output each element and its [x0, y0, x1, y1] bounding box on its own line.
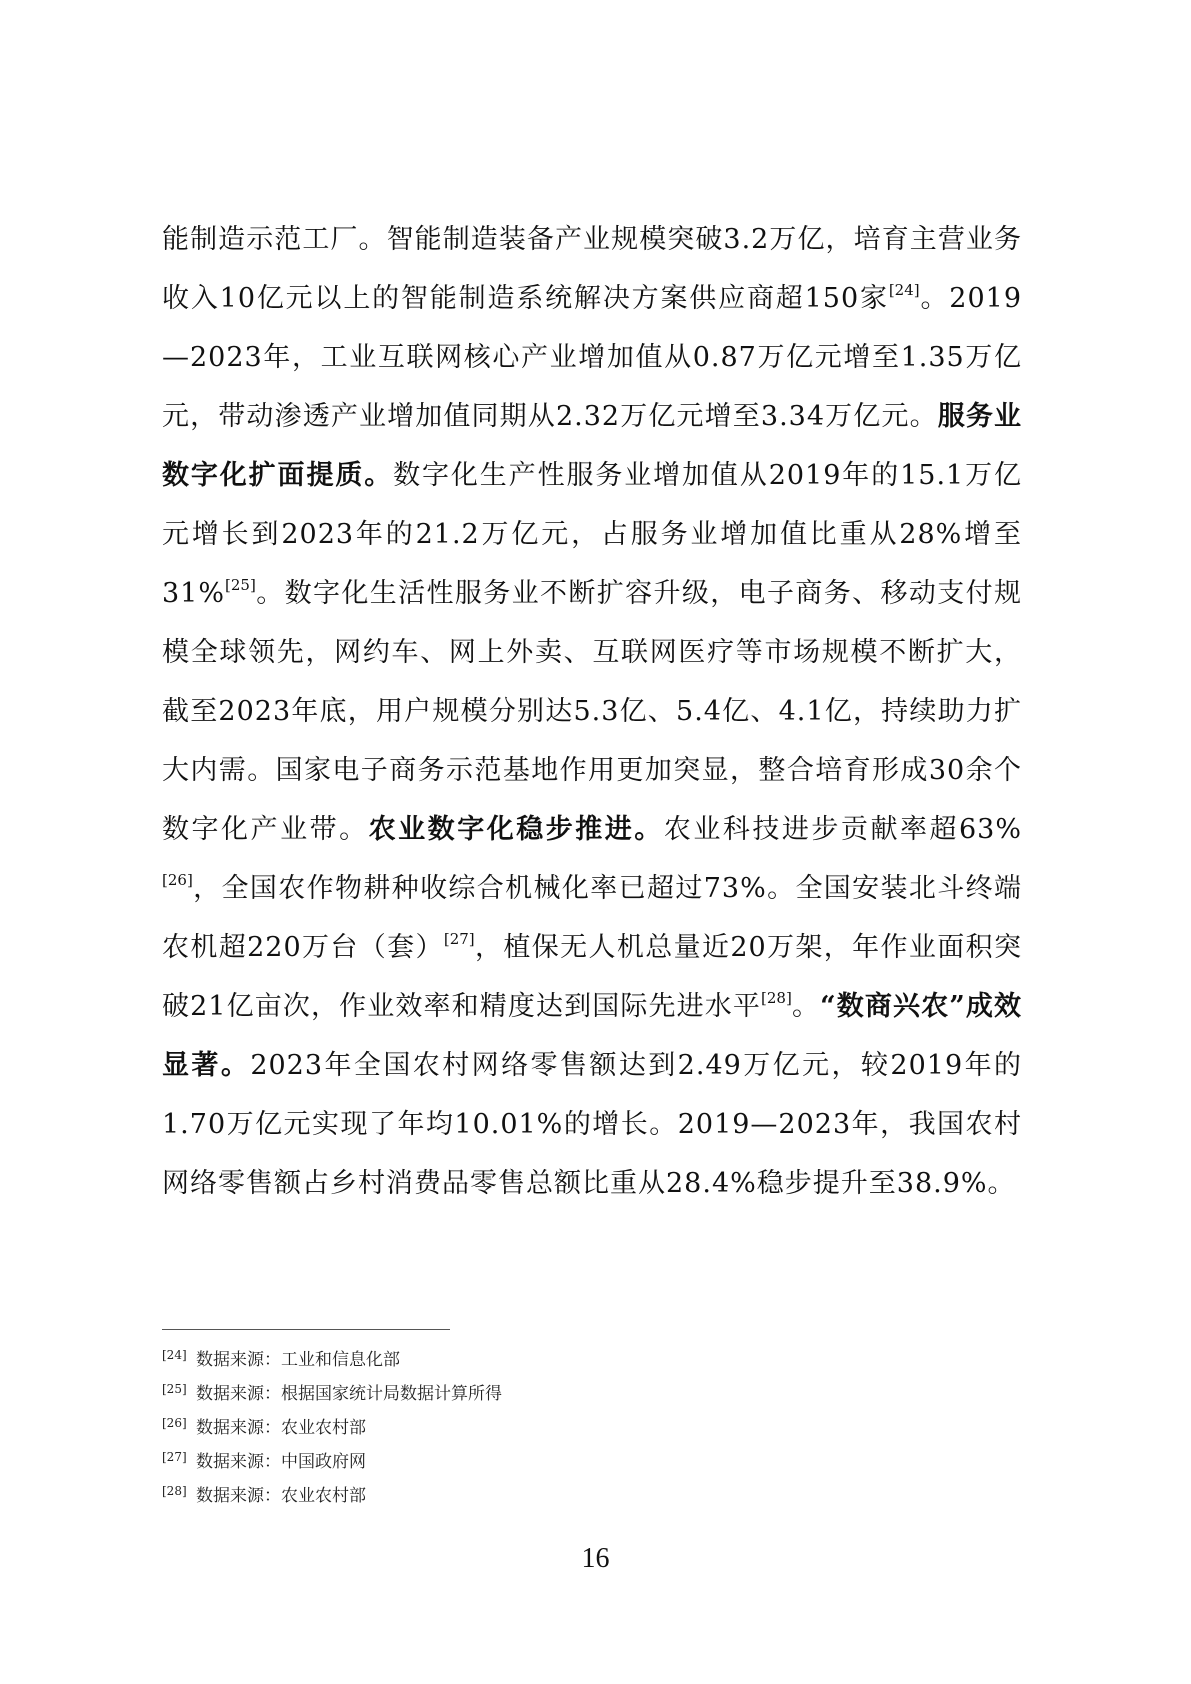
footnote-text: 数据来源：中国政府网	[196, 1452, 366, 1472]
page-number: 16	[581, 1543, 610, 1574]
sentence: 2023年全国农村网络零售额达到2.49万亿元，较2019年的1.70万亿元实现了年均10.01%的增长。2019—2023年，我国农村网络零售额占乡村消费品零售总额比重从28.4%稳步提升至38.9%。	[162, 1050, 1023, 1199]
footnote-item	[162, 1477, 502, 1511]
footnote-number: [24]	[162, 1348, 187, 1362]
footnote-item	[162, 1443, 502, 1477]
footnote-ref-26[interactable]: [26]	[162, 871, 193, 889]
sentence: 农业科技进步贡献率超63%	[663, 814, 1023, 845]
section-heading-ecommerce-agriculture: “数商兴农”成效显著。	[162, 991, 1023, 1081]
sentence: 数字化生产性服务业增加值从2019年的15.1万亿元增长到2023年的21.2万亿元，占服务业增加值比重从28%增至31%	[162, 460, 1022, 609]
footnote-separator	[162, 1329, 450, 1330]
footnotes-list	[162, 1341, 502, 1511]
sentence: 。	[791, 991, 821, 1022]
footnote-item	[162, 1375, 502, 1409]
sentence: ，植保无人机总量近20万架，年作业面积突破21亿亩次，作业效率和精度达到国际先进水平	[162, 932, 1022, 1022]
footnote-number: [27]	[162, 1450, 187, 1464]
footnote-ref-25[interactable]: [25]	[225, 576, 256, 594]
section-heading-services: 服务业数字化扩面提质。	[162, 401, 1023, 491]
footnote-ref-24[interactable]: [24]	[888, 281, 920, 299]
footnote-number: [26]	[162, 1416, 187, 1430]
footnote-item	[162, 1409, 502, 1443]
footnote-ref-28[interactable]: [28]	[761, 989, 792, 1007]
footnote-number: [25]	[162, 1382, 187, 1396]
sentence: 能制造示范工厂。智能制造装备产业规模突破3.2万亿，培育主营业务收入10亿元以上的智能制造系统解决方案供应商超150家	[162, 224, 1022, 314]
footnote-number: [28]	[162, 1484, 187, 1498]
sentence: 。数字化生活性服务业不断扩容升级，电子商务、移动支付规模全球领先，网约车、网上外卖、互联网医疗等市场规模不断扩大，截至2023年底，用户规模分别达5.3亿、5.4亿、4.1亿，持续助力扩大内需。国家电子商务示范基地作用更加突显，整合培育形成30余个数字化产业带。	[162, 578, 1022, 845]
footnote-text: 数据来源：农业农村部	[196, 1486, 366, 1506]
footnote-ref-27[interactable]: [27]	[443, 930, 475, 948]
footnote-text: 数据来源：根据国家统计局数据计算所得	[196, 1384, 502, 1404]
footnote-text: 数据来源：农业农村部	[196, 1418, 366, 1438]
footnote-item	[162, 1341, 502, 1375]
section-heading-agriculture: 农业数字化稳步推进。	[368, 814, 664, 845]
sentence: 。2019—2023年，工业互联网核心产业增加值从0.87万亿元增至1.35万亿元，带动渗透产业增加值同期从2.32万亿元增至3.34万亿元。	[162, 283, 1022, 432]
sentence: ，全国农作物耕种收综合机械化率已超过73%。全国安装北斗终端农机超220万台（套）	[162, 873, 1022, 963]
body-paragraph	[162, 210, 1022, 1213]
footnote-text: 数据来源：工业和信息化部	[196, 1350, 400, 1370]
